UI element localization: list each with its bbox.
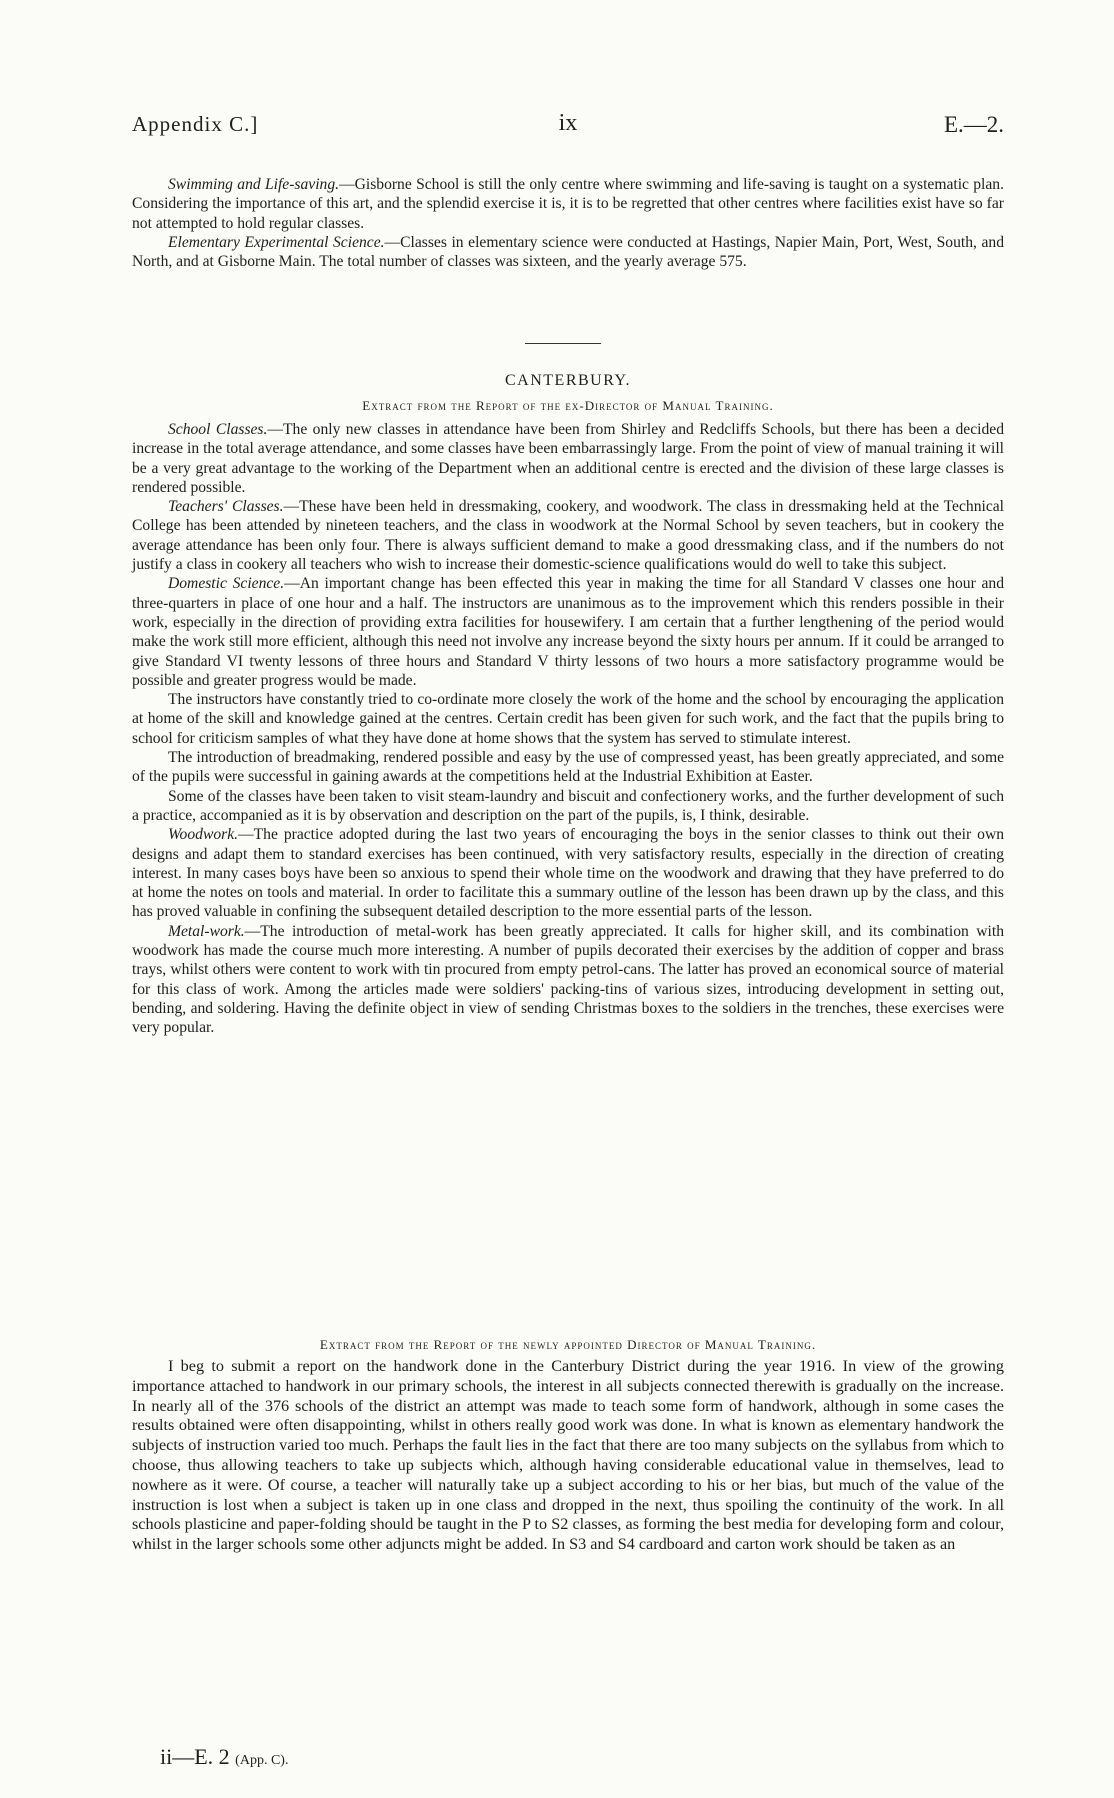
paragraph-heading: School Classes. (168, 421, 268, 438)
paragraph (132, 787, 1004, 826)
section-subtitle: Extract from the Report of the ex-Director of Manual Training. (362, 398, 774, 413)
paragraph-text: —The introduction of metal-work has been greatly appreciated. It calls for higher skill, and its combination with woodwork has made the course much more interesting. A number of pupils decorated their exercises by the addition of copper and brass trays, whilst others were content to work with tin procured from empty petrol-cans. The latter has proved an economical source of material for this class of work. Among the articles made were soldiers' packing-tins of various sizes, introducing development in setting out, bending, and soldering. Having the definite object in view of sending Christmas boxes to the soldiers in the trenches, these exercises were very popular. (132, 922, 1004, 1037)
paragraph-heading: Woodwork. (168, 826, 239, 844)
section-canterbury (132, 420, 1004, 1038)
appendix-label: Appendix C.] (132, 112, 259, 136)
paragraph-text: —These have been held in dressmaking, cookery, and woodwork. The class in dressmaking held at the Technical College has been attended by nineteen teachers, and the class in woodwork at the Normal School by seven teachers, but in cookery the average attendance has been only four. There is always sufficient demand to make a good dressmaking class, and if the numbers do not justify a class in cookery all teachers who wish to increase their domestic-science qualifications would do well to take this subject. (132, 498, 1004, 574)
paragraph (132, 175, 1004, 233)
paragraph-text: I beg to submit a report on the handwork done in the Canterbury District during the year 1916. In view of the growing importance attached to handwork in our primary schools, the interest in all subjects connected therewith is gradually on the increase. In nearly all of the 376 schools of the district an attempt was made to teach some form of handwork, although in some cases the results obtained were often disappointing, whilst in others really good work was done. In what is known as elementary handwork the subjects of instruction varied too much. Perhaps the fault lies in the fact that there are too many subjects on the syllabus from which to choose, thus allowing teachers to take up subjects which, although having considerable educational value in themselves, lead to nowhere as it were. Of course, a teacher will naturally take up a subject according to his or her bias, but much of the value of the instruction is lost when a subject is taken up in one class and dropped in the next, thus spoiling the continuity of the work. In all schools plasticine and paper-folding should be taught in the P to S2 classes, as forming the best media for developing form and colour, whilst in the larger schools some other adjuncts might be added. In S3 and S4 cardboard and carton work should be taken as an (132, 1357, 1004, 1554)
paragraph-text: —The practice adopted during the last two years of encouraging the boys in the senior classes to think out their own designs and adapt them to standard exercises has been continued, with very satisfactory results, especially in the direction of creating interest. In many cases boys have been so anxious to spend their whole time on the woodwork and drawing that they have preferred to do at home the notes on tools and material. In order to facilitate this a summary outline of the lesson has been drawn up by the class, and this has proved valuable in confining the subsequent detailed description to the more essential parts of the lesson. (132, 826, 1004, 921)
paragraph-text: —Gisborne School is still the only centre where swimming and life-saving is taught on a systematic plan. Considering the importance of this art, and the splendid exercise it is, it is to be regretted that other centres where facilities exist have so far not attempted to hold regular classes. (132, 176, 1004, 232)
paragraph (132, 574, 1004, 690)
paragraph-text: —Classes in elementary science were conducted at Hastings, Napier Main, Port, West, South, and North, and at Gisborne Main. The total number of classes was sixteen, and the yearly average 575. (132, 233, 1004, 271)
paragraph-text: —An important change has been effected this year in making the time for all Standard V classes one hour and three-quarters in place of one hour and a half. The instructors are unanimous as to the improvement which this renders possible in their work, especially in the direction of providing extra facilities for housewifery. I am certain that a further lengthening of the period would make the work still more efficient, although this need not involve any increase beyond the sixty hours per annum. If it could be arranged to give Standard VI twenty lessons of three hours and Standard V thirty lessons of two hours a more satisfactory programme would be possible and greater progress would be made. (132, 575, 1004, 689)
paper-reference: E.—2. (943, 112, 1004, 137)
paragraph-text: The introduction of breadmaking, rendered possible and easy by the use of compressed yeast, has been greatly appreciated, and some of the pupils were successful in gaining awards at the competitions held at the Industrial Exhibition at Easter. (132, 749, 1004, 786)
paragraph (132, 420, 1004, 497)
paragraph (132, 690, 1004, 748)
signature-mark: ii—E. 2 (160, 1744, 230, 1769)
paragraph (132, 825, 1004, 921)
paragraph (132, 748, 1004, 787)
page-footer (160, 1744, 288, 1770)
paragraph (132, 497, 1004, 574)
page-header (132, 112, 1004, 142)
paragraph-text: Some of the classes have been taken to visit steam-laundry and biscuit and confectionery works, and the further development of such a practice, accompanied as it is by observation and description on the part of the pupils, is, I think, desirable. (132, 787, 1004, 824)
paragraph-heading: Swimming and Life-saving. (168, 176, 340, 193)
paragraph-text: The instructors have constantly tried to co-ordinate more closely the work of the home and the school by encouraging the application at home of the skill and knowledge gained at the centres. Certain credit has been given for such work, and the fact that the pupils bring to school for criticism samples of what they have done at home shows that the system has served to stimulate interest. (132, 691, 1004, 747)
section-subtitle: Extract from the Report of the newly appointed Director of Manual Training. (319, 1337, 817, 1352)
section-hawkes-bay-end (132, 175, 1004, 271)
section-divider (525, 343, 601, 344)
paragraph (132, 233, 1004, 272)
signature-appendix: (App. C). (235, 1753, 289, 1768)
section-newly-appointed-report (132, 1357, 1004, 1555)
paragraph-heading: Metal-work. (168, 922, 245, 940)
paragraph-heading: Teachers' Classes. (168, 498, 284, 516)
page-number: ix (558, 110, 578, 136)
paragraph-text: —The only new classes in attendance have been from Shirley and Redcliffs Schools, but there has been a decided increase in the total average attendance, and some classes have been embarrassingly large. From the point of view of manual training it will be a very great advantage to the working of the Department when an additional centre is erected and the division of these large classes is rendered possible. (132, 421, 1004, 496)
paragraph-heading: Elementary Experimental Science. (168, 233, 385, 251)
paragraph-heading: Domestic Science. (168, 575, 285, 593)
section-title: CANTERBURY. (504, 372, 631, 389)
paragraph (132, 922, 1004, 1038)
